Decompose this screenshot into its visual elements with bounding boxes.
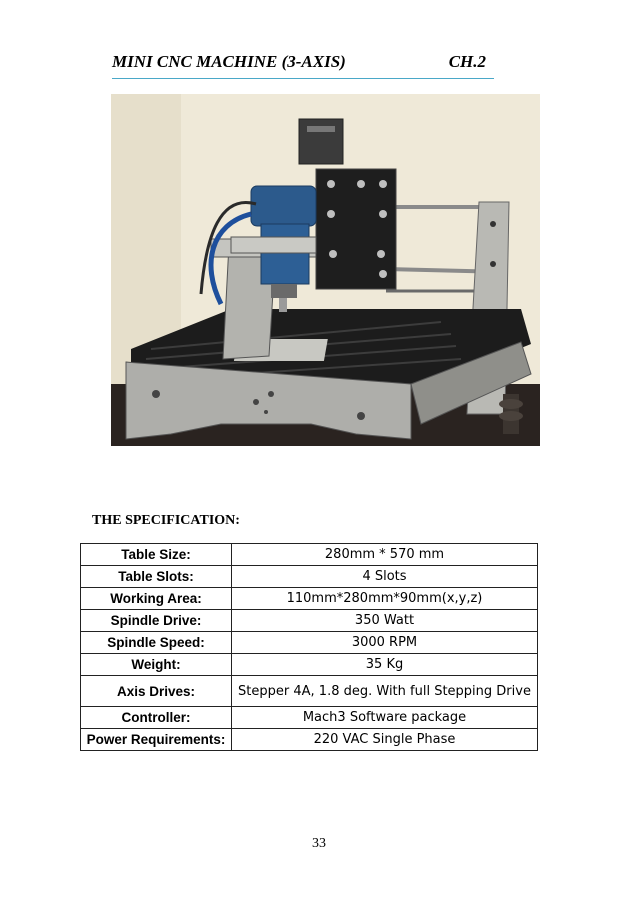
specification-table (80, 543, 538, 751)
spec-value: 4 Slots (232, 566, 538, 588)
spec-label: Spindle Speed: (81, 632, 232, 654)
table-row (81, 566, 538, 588)
spec-label: Axis Drives: (81, 676, 232, 707)
header-title: MINI CNC MACHINE (3-AXIS) (112, 52, 346, 71)
table-row (81, 729, 538, 751)
table-row (81, 654, 538, 676)
spec-value: Mach3 Software package (232, 707, 538, 729)
spec-label: Table Size: (81, 544, 232, 566)
spec-label: Weight: (81, 654, 232, 676)
table-row (81, 632, 538, 654)
spec-value: Stepper 4A, 1.8 deg. With full Stepping Drive (232, 676, 538, 707)
table-row (81, 610, 538, 632)
table-row (81, 588, 538, 610)
spec-label: Controller: (81, 707, 232, 729)
header-chapter: CH.2 (448, 52, 486, 71)
cnc-machine-photo (111, 94, 540, 446)
page-number: 33 (312, 836, 326, 851)
spec-label: Working Area: (81, 588, 232, 610)
page-header (112, 48, 494, 79)
spec-label: Table Slots: (81, 566, 232, 588)
specification-heading: THE SPECIFICATION: (92, 513, 240, 528)
spec-value: 220 VAC Single Phase (232, 729, 538, 751)
table-row (81, 544, 538, 566)
spec-value: 350 Watt (232, 610, 538, 632)
spec-label: Spindle Drive: (81, 610, 232, 632)
spec-label: Power Requirements: (81, 729, 232, 751)
table-row (81, 707, 538, 729)
spec-value: 110mm*280mm*90mm(x,y,z) (232, 588, 538, 610)
spec-value: 3000 RPM (232, 632, 538, 654)
spec-value: 35 Kg (232, 654, 538, 676)
spec-value: 280mm * 570 mm (232, 544, 538, 566)
table-row (81, 676, 538, 707)
